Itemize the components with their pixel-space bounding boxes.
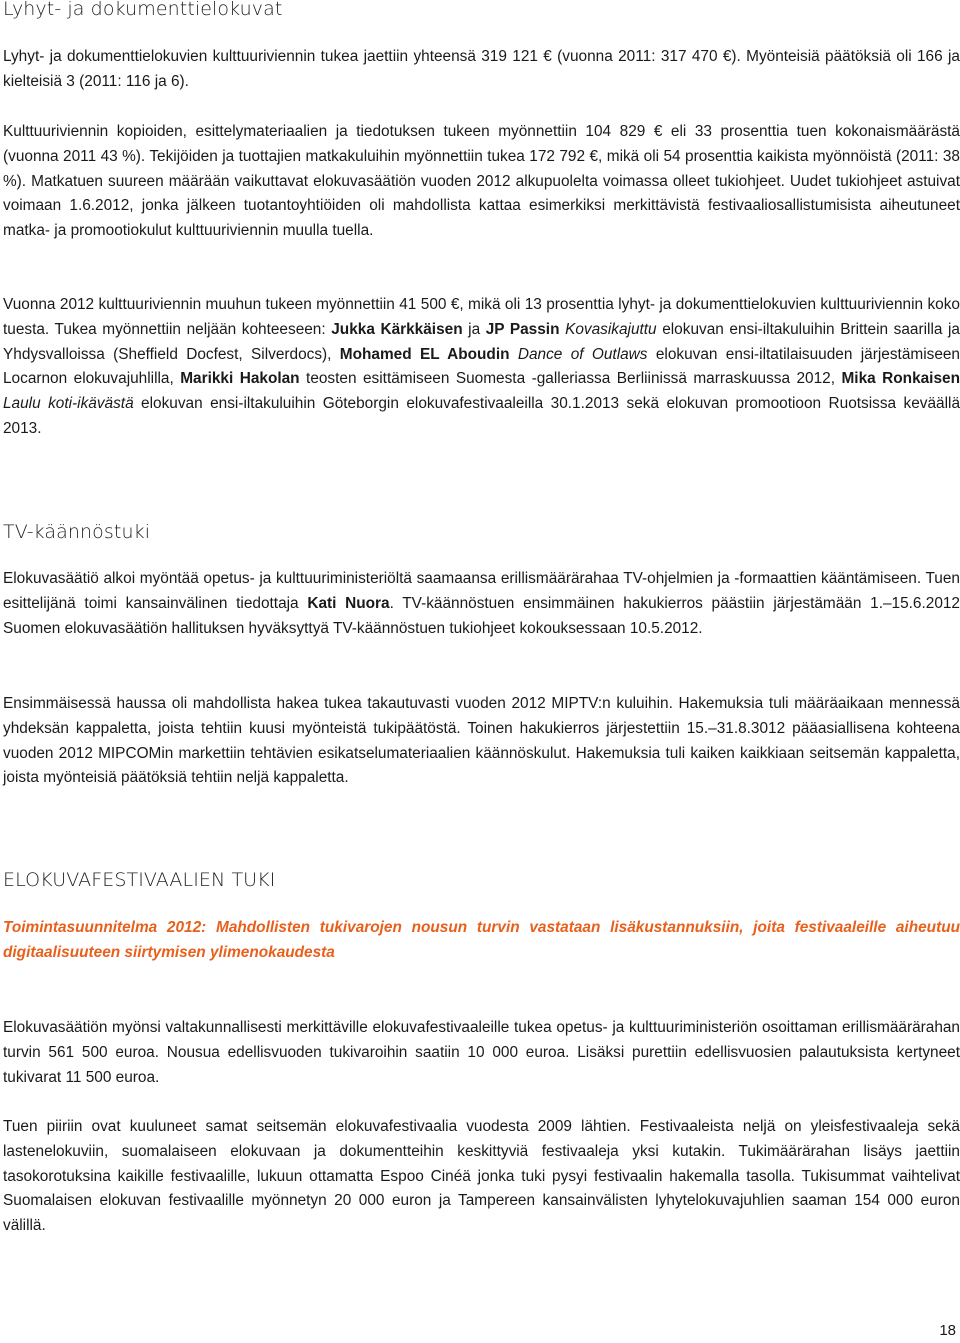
paragraph-festivals-2: Tuen piiriin ovat kuuluneet samat seitsemän elokuvafestivaalia vuodesta 2009 lähtien. Festivaaleista neljä on yleisfestivaaleja sekä lastenelokuviin, suomalaiseen elokuvaan ja dokumentteihin keskittyviä festivaaleja yksi kutakin. Tukimäärärahan lisäys jaettiin tasokorotuksina kaikille festivaalille, lukuun ottamatta Espoo Cinéä jonka tuki pysyi festivaalin hakemalla tasolla. Tukisummat vaihtelivat Suomalaisen elokuvan festivaalille myönnetyn 20 000 euron ja Tampereen kansainvälisten lyhytelokuvajuhlien saaman 154 000 euron välillä. (3, 1118, 960, 1235)
section-heading-tv: TV-käännöstuki (3, 521, 151, 543)
film-title: Dance of Outlaws (517, 345, 648, 363)
paragraph-tv-2: Ensimmäisessä haussa oli mahdollista hakea tukea takautuvasti vuoden 2012 MIPTV:n kuluihin. Hakemuksia tuli määräaikaan mennessä yhdeksän kappaletta, joista tehtiin kuusi myönteistä tukipäätöstä. Toinen hakukierros järjestettiin 15.–31.8.3012 pääasiallisena kohteena vuoden 2012 MIPCOMin markettiin tehtävien esikatselumateriaalien käännöskulut. Hakemuksia tuli kaiken kaikkiaan seitsemän kappaletta, joista myönteisiä päätöksiä tehtiin neljä kappaletta. (3, 695, 960, 787)
person-name: Kati Nuora (307, 594, 390, 612)
person-name: Marikki Hakolan (180, 370, 300, 388)
person-name: Jukka Kärkkäisen (331, 320, 463, 338)
section-heading-festivals: ELOKUVAFESTIVAALIEN TUKI (3, 869, 276, 891)
page-number: 18 (939, 1322, 956, 1339)
person-name: Mohamed EL Aboudin (339, 345, 510, 363)
paragraph-short-docs-3: Vuonna 2012 kulttuuriviennin muuhun tukeen myönnettiin 41 500 €, mikä oli 13 prosenttia lyhyt- ja dokumenttielokuvien kulttuuriviennin koko tuesta. Tukea myönnettiin neljään kohteeseen: Jukka Kärkkäisen ja JP Passin Kovasikajuttu elokuvan ensi-iltakuluihin Brittein saarilla ja Yhdysvalloissa (Sheffield Docfest, Silverdocs), Mohamed EL Aboudin Dance of Outlaws elokuvan ensi-iltatilaisuuden järjestämiseen Locarnon elokuvajuhlilla, Marikki Hakolan teosten esittämiseen Suomesta -galleriassa Berliinissä marraskuussa 2012, Mika Ronkaisen Laulu koti-ikävästä elokuvan ensi-iltakuluihin Göteborgin elokuvafestivaaleilla 30.1.2013 sekä elokuvan promootioon Ruotsissa keväällä 2013. (3, 296, 960, 437)
person-name: Mika Ronkaisen (841, 370, 960, 388)
film-title: Kovasikajuttu (565, 320, 657, 338)
film-title: Laulu koti-ikävästä (3, 395, 134, 413)
paragraph-tv-1: Elokuvasäätiö alkoi myöntää opetus- ja kulttuuriministeriöltä saamaansa erillismäärärahaa TV-ohjelmien ja -formaattien kääntämiseen. Tuen esittelijänä toimi kansainvälinen tiedottaja Kati Nuora. TV-käännöstuen ensimmäinen hakukierros päästiin järjestämään 1.–15.6.2012 Suomen elokuvasäätiön hallituksen hyväksyttyä TV-käännöstuen tukiohjeet kokouksessaan 10.5.2012. (3, 570, 960, 637)
paragraph-festivals-1: Elokuvasäätiön myönsi valtakunnallisesti merkittäville elokuvafestivaaleille tukea opetus- ja kulttuuriministeriön osoittaman erillismäärärahan turvin 561 500 euroa. Nousua edellisvuoden tukivaroihin saatiin 10 000 euroa. Lisäksi purettiin edellisvuosien palautuksista kertyneet tukivarat 11 500 euroa. (3, 1019, 960, 1086)
person-name: JP Passin (485, 320, 560, 338)
action-plan-highlight: Toimintasuunnitelma 2012: Mahdollisten tukivarojen nousun turvin vastataan lisäkustannuksiin, joita festivaaleille aiheutuu digitaalisuuteen siirtymisen ylimenokaudesta (3, 919, 960, 961)
paragraph-short-docs-2: Kulttuuriviennin kopioiden, esittelymateriaalien ja tiedotuksen tukeen myönnettiin 104 829 € eli 33 prosenttia tuen kokonaismäärästä (vuonna 2011 43 %). Tekijöiden ja tuottajien matkakuluihin myönnettiin tukea 172 792 €, mikä oli 54 prosenttia kaikista myönnöistä (2011: 38 %). Matkatuen suureen määrään vaikuttavat elokuvasäätiön vuoden 2012 alkupuolelta voimassa olleet tukiohjeet. Uudet tukiohjeet astuivat voimaan 1.6.2012, jonka jälkeen tuotantoyhtiöiden oli mahdollista kattaa esimerkiksi merkittävistä festivaaliosallistumisista aiheutuneet matka- ja promootiokulut kulttuuriviennin muulla tuella. (3, 123, 960, 240)
section-heading-short-docs: Lyhyt- ja dokumenttielokuvat (3, 0, 283, 20)
paragraph-short-docs-1: Lyhyt- ja dokumenttielokuvien kulttuuriviennin tukea jaettiin yhteensä 319 121 € (vuonna 2011: 317 470 €). Myönteisiä päätöksiä oli 166 ja kielteisiä 3 (2011: 116 ja 6). (3, 48, 960, 90)
